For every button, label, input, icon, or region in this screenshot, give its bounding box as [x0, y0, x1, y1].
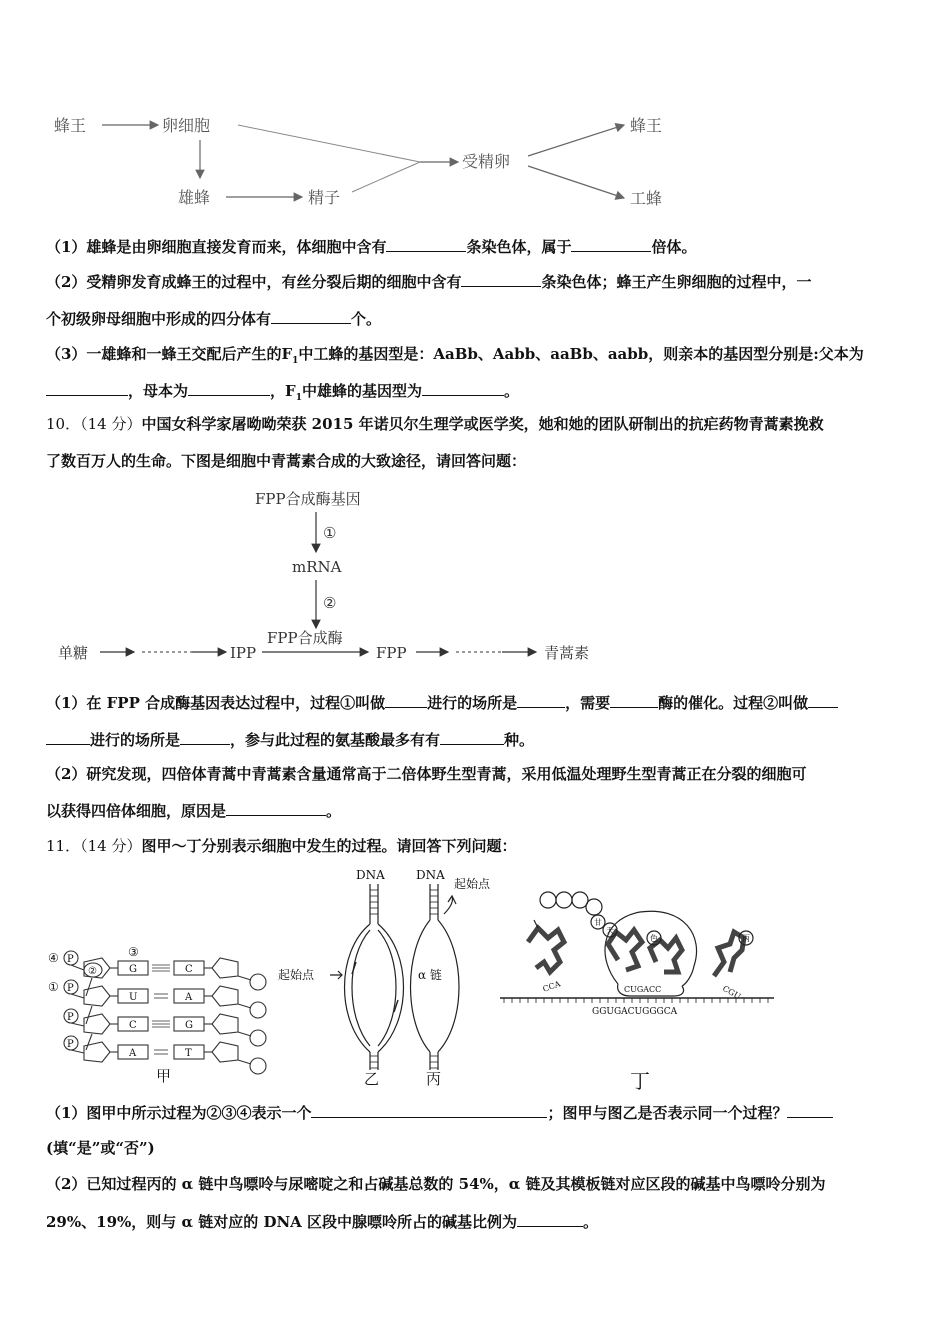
origin-label-bing: 起始点 — [454, 877, 491, 891]
anticodon-right: CGU — [721, 983, 743, 1002]
base-right: T — [185, 1048, 192, 1059]
q11-p2-text-b: 29%、19%，则与 α 链对应的 DNA 区段中腺嘌呤所占的碱基比例为 — [46, 1213, 518, 1231]
sugar-pentagon — [84, 1014, 110, 1034]
q9-part2-line1 — [46, 271, 906, 292]
mrna-label: mRNA — [292, 558, 342, 576]
q10-p1-text-a: （1）在 FPP 合成酶基因表达过程中，过程①叫做 — [46, 694, 386, 712]
answer-blank[interactable] — [271, 308, 351, 324]
diagram-yi-bing — [276, 862, 506, 1086]
ipp-label: IPP — [230, 644, 257, 662]
q10-p1-text-b: 进行的场所是 — [427, 694, 518, 712]
q11-p1-text-a: （1）图甲中所示过程为②③④表示一个 — [46, 1104, 312, 1122]
q11-p2-text-c: 。 — [583, 1213, 599, 1231]
p-label: P — [67, 983, 74, 994]
base-right: C — [185, 964, 193, 975]
base-left: U — [129, 992, 138, 1003]
amino-acid-circle — [540, 892, 556, 908]
aa-label: 天 — [606, 926, 614, 935]
q9-p3-text-d: ， — [270, 382, 286, 400]
f1-subscript: 1 — [295, 393, 302, 403]
queen-label: 蜂王 — [54, 116, 87, 135]
q9-part1 — [46, 236, 906, 257]
base-right: A — [185, 992, 193, 1003]
q10-part1-line1 — [46, 692, 906, 713]
dna-label-yi: DNA — [356, 868, 385, 882]
sugar-pentagon — [212, 986, 238, 1006]
diagram-ding — [498, 880, 778, 1092]
fertilized-egg-label: 受精卵 — [462, 152, 511, 171]
q10-p2-text-b: 以获得四倍体细胞，原因是 — [46, 802, 227, 820]
q11-part1-line1 — [46, 1102, 906, 1123]
q9-p2-text-a: （2）受精卵发育成蜂王的过程中，有丝分裂后期的细胞中含有 — [46, 273, 462, 291]
answer-blank[interactable] — [226, 800, 326, 816]
answer-blank[interactable] — [311, 1102, 547, 1118]
base-left: C — [129, 1020, 137, 1031]
answer-blank[interactable] — [787, 1102, 833, 1118]
amino-acid-circle — [586, 899, 602, 915]
aa-label: 甘 — [594, 918, 602, 927]
jia-caption: 甲 — [156, 1067, 172, 1085]
q9-p2-text-c: 个初级卵母细胞中形成的四分体有 — [46, 310, 272, 328]
answer-blank[interactable] — [808, 692, 838, 708]
sugar-pentagon — [84, 1042, 110, 1062]
answer-blank[interactable] — [386, 236, 466, 252]
egg-label: 卵细胞 — [162, 116, 211, 135]
q10-p2-text-c: 。 — [326, 802, 342, 820]
q9-part3-line1 — [46, 344, 906, 371]
q9-p3-text-a: （3）一雄蜂和一蜂王交配后产生的 — [46, 345, 282, 363]
aa-label: 丙 — [742, 934, 750, 943]
q10-part1-line2 — [46, 729, 906, 750]
q11-part1-line2 — [46, 1138, 906, 1158]
answer-blank[interactable] — [180, 729, 230, 745]
sugar-pentagon — [212, 1014, 238, 1034]
answer-blank[interactable] — [610, 692, 658, 708]
sugar-pentagon — [212, 1042, 238, 1062]
fpp-label: FPP — [376, 644, 407, 662]
q9-p1-text-b: 条染色体，属于 — [466, 238, 572, 256]
q10-stem-line1 — [46, 414, 906, 434]
q9-p3-text-c: ，母本为 — [128, 382, 189, 400]
sperm-label: 精子 — [308, 188, 341, 207]
p-label: P — [67, 1012, 74, 1023]
q9-p2-text-d: 个。 — [351, 310, 382, 328]
fpp-gene-label: FPP合成酶基因 — [255, 490, 361, 508]
aa-label: 色 — [650, 934, 658, 943]
step1-label: ① — [323, 524, 337, 542]
sugar-pentagon — [84, 986, 110, 1006]
q9-p3-text-b: 中工蜂的基因型是：AaBb、Aabb、aaBb、aabb，则亲本的基因型分别是:父本为 — [298, 345, 864, 363]
bee-diagram — [40, 100, 700, 220]
drone-label: 雄蜂 — [178, 188, 211, 207]
q10-p1-text-e: 进行的场所是 — [90, 731, 181, 749]
f1-label: F — [281, 345, 293, 363]
origin-label-yi: 起始点 — [278, 968, 315, 982]
q11-part2-line2 — [46, 1211, 906, 1232]
answer-blank[interactable] — [422, 380, 504, 396]
p-label: P — [67, 954, 74, 965]
ding-caption: 丁 — [630, 1069, 650, 1092]
answer-blank[interactable] — [440, 729, 504, 745]
label-2: ② — [88, 966, 97, 977]
anticodon-middle: CUGACC — [624, 985, 662, 994]
diagram-jia — [44, 940, 274, 1085]
mrna-sequence: GGUGACUGGGCA — [592, 1007, 678, 1017]
worker-label: 工蜂 — [630, 189, 663, 208]
answer-blank[interactable] — [461, 271, 541, 287]
q10-p1-text-d: 酶的催化。过程②叫做 — [658, 694, 809, 712]
sugar-pentagon — [212, 958, 238, 978]
q9-p3-text-e: 中雄蜂的基因型为 — [301, 382, 422, 400]
phosphate-circle — [250, 974, 266, 990]
answer-blank[interactable] — [385, 692, 427, 708]
q10-stem-b: 了数百万人的生命。下图是细胞中青蒿素合成的大致途径，请回答问题： — [46, 452, 527, 470]
answer-blank[interactable] — [188, 380, 270, 396]
answer-blank[interactable] — [517, 692, 565, 708]
queen-out-label: 蜂王 — [630, 116, 663, 135]
artemisinin-pathway-diagram — [50, 486, 630, 672]
q9-p1-text-c: 倍体。 — [651, 238, 697, 256]
label-1: ① — [48, 980, 59, 994]
q11-p2-text-a: （2）已知过程丙的 α 链中鸟嘌呤与尿嘧啶之和占碱基总数的 54%，α 链及其模板链对应区段的碱基中鸟嘌呤分别为 — [46, 1175, 826, 1193]
label-3: ③ — [128, 945, 139, 959]
phosphate-circle — [250, 1058, 266, 1074]
q10-p1-text-f: ，参与此过程的氨基酸最多有有 — [230, 731, 441, 749]
phosphate-circle — [250, 1002, 266, 1018]
q9-part2-line2 — [46, 308, 906, 329]
anticodon-left: CCA — [541, 979, 562, 994]
q10-part2-line1 — [46, 764, 906, 784]
q10-part2-line2 — [46, 800, 906, 821]
q9-part3-line2 — [46, 380, 906, 408]
bing-caption: 丙 — [426, 1070, 442, 1086]
base-left: G — [129, 964, 137, 975]
p-label: P — [67, 1039, 74, 1050]
q9-p2-text-b: 条染色体；蜂王产生卵细胞的过程中，一 — [541, 273, 812, 291]
q11-stem — [46, 836, 906, 856]
phosphate-circle — [250, 1030, 266, 1046]
q11-part2-line1 — [46, 1174, 906, 1194]
yi-caption: 乙 — [364, 1070, 380, 1086]
alpha-chain-label: α 链 — [418, 968, 442, 982]
dna-label-bing: DNA — [416, 868, 445, 882]
q11-p1-text-b: ；图甲与图乙是否表示同一个过程？ — [547, 1104, 788, 1122]
q10-number: 10．（14 分） — [46, 415, 142, 433]
f1-label: F — [285, 382, 296, 400]
answer-blank[interactable] — [517, 1211, 583, 1227]
q11-stem-text: 图甲～丁分别表示细胞中发生的过程。请回答下列问题： — [141, 837, 517, 855]
artemisinin-label: 青蒿素 — [544, 644, 590, 662]
q11-number: 11．（14 分） — [46, 837, 142, 855]
q10-stem-a: 中国女科学家屠呦呦荣获 2015 年诺贝尔生理学或医学奖，她和她的团队研制出的抗疟药物青蒿素挽救 — [141, 415, 824, 433]
q10-p1-text-g: 种。 — [504, 731, 535, 749]
q10-stem-line2 — [46, 451, 906, 471]
q9-p3-text-end: 。 — [503, 382, 519, 400]
step2-label: ② — [323, 594, 337, 612]
q11-p1-text-c: (填“是”或“否”) — [46, 1139, 155, 1157]
monosaccharide-label: 单糖 — [58, 644, 89, 662]
base-left: A — [129, 1048, 137, 1059]
q10-p1-text-c: ，需要 — [565, 694, 611, 712]
answer-blank[interactable] — [46, 380, 128, 396]
answer-blank[interactable] — [46, 729, 90, 745]
amino-acid-circle — [556, 892, 572, 908]
answer-blank[interactable] — [571, 236, 651, 252]
fpp-enzyme-label: FPP合成酶 — [267, 629, 343, 647]
base-right: G — [185, 1020, 193, 1031]
f1-subscript: 1 — [292, 356, 299, 366]
label-4: ④ — [48, 951, 59, 965]
q10-p2-text-a: （2）研究发现，四倍体青蒿中青蒿素含量通常高于二倍体野生型青蒿，采用低温处理野生型青蒿正在分裂的细胞可 — [46, 765, 807, 783]
q9-p1-text-a: （1）雄蜂是由卵细胞直接发育而来，体细胞中含有 — [46, 238, 387, 256]
